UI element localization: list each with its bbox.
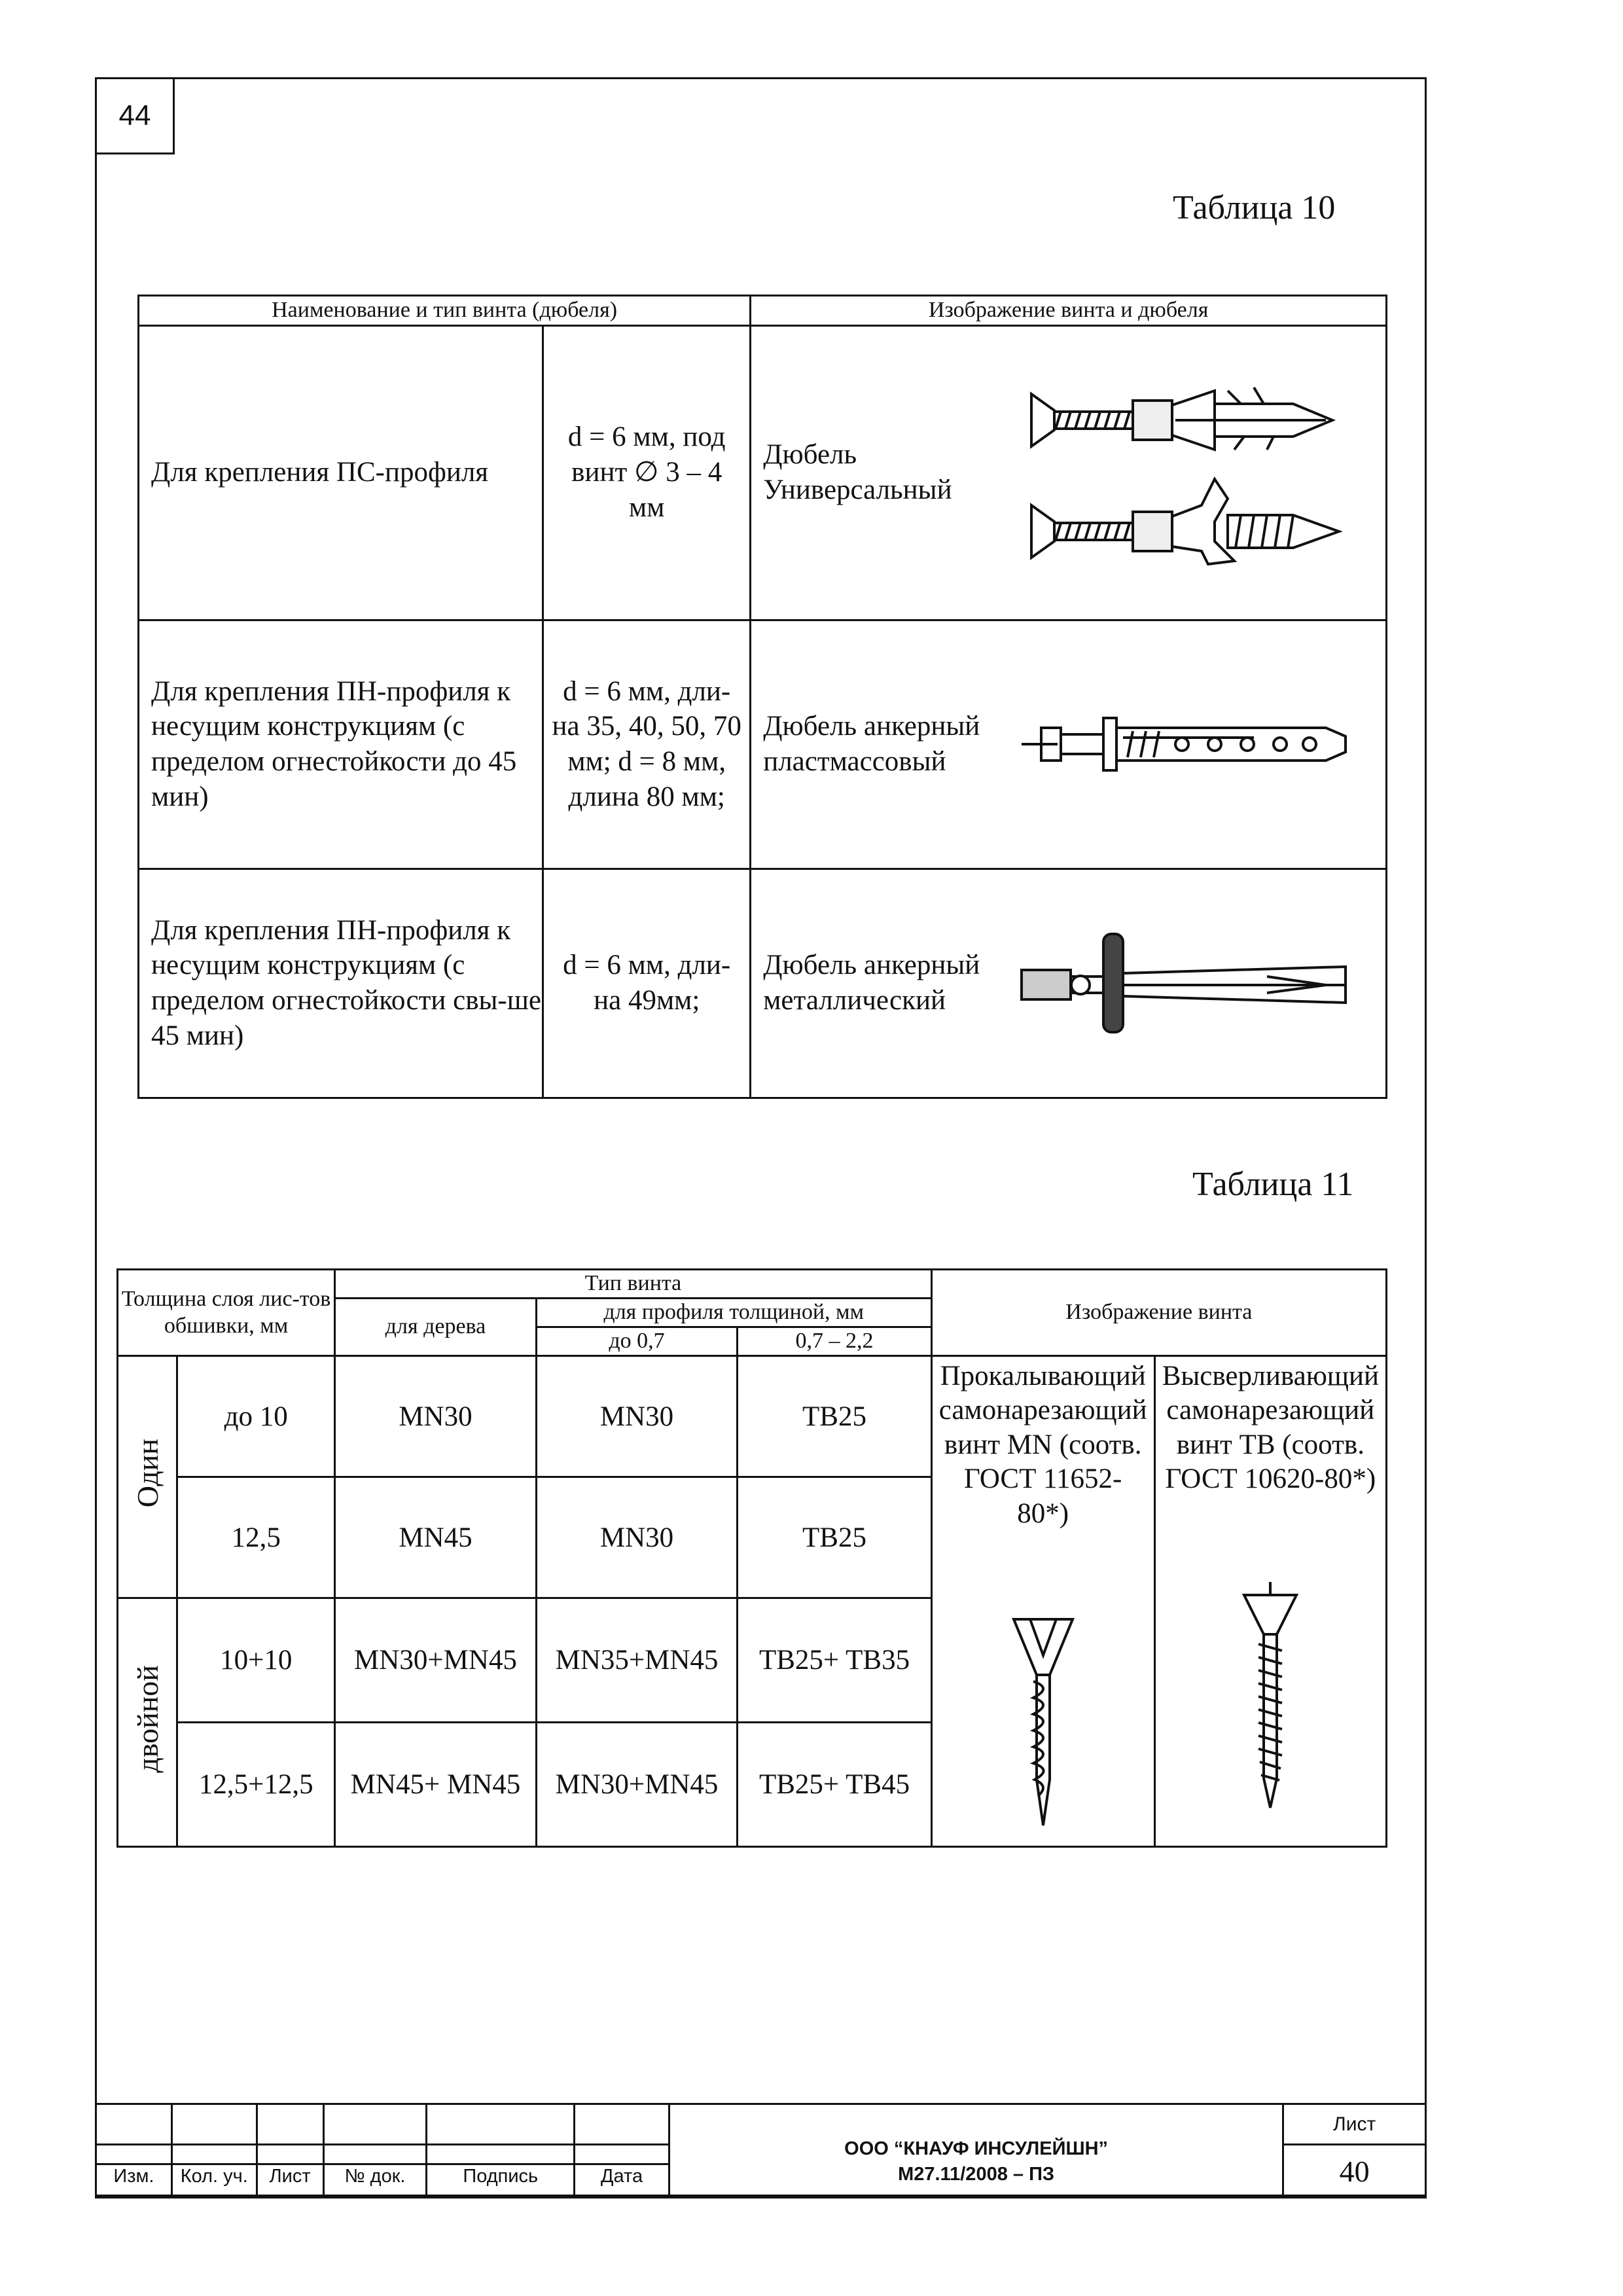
row-size: d = 6 мм, под винт ∅ 3 – 4 мм bbox=[543, 325, 751, 620]
row-size: d = 6 мм, дли-на 35, 40, 50, 70 мм; d = 8 мм, длина 80 мм; bbox=[543, 620, 751, 869]
cell-profile-thick: TB25 bbox=[738, 1356, 931, 1477]
plastic-anchor-dowel-icon bbox=[1018, 698, 1359, 790]
organization-block bbox=[669, 2104, 1283, 2198]
table-row bbox=[139, 325, 1387, 620]
cell-profile-thick: TB25 bbox=[738, 1477, 931, 1598]
cell-profile-thin: MN35+MN45 bbox=[536, 1598, 738, 1723]
metal-anchor-dowel-icon bbox=[1018, 927, 1359, 1039]
table11 bbox=[116, 1268, 1387, 1848]
title-block bbox=[95, 2103, 1427, 2198]
cell-wood: MN30+MN45 bbox=[335, 1598, 537, 1723]
row-dowel-name: Дюбель анкерный пластмассовый bbox=[763, 711, 980, 777]
stamp-label: Изм. bbox=[96, 2164, 172, 2198]
sheet-number: 40 bbox=[1283, 2145, 1426, 2198]
stamp-label: Дата bbox=[575, 2164, 669, 2198]
cell-profile-thin: MN30 bbox=[536, 1477, 738, 1598]
stamp-label: Кол. уч. bbox=[171, 2164, 257, 2198]
tb-screw-description: Высверливающий самонарезающий винт TB (соотв. ГОСТ 10620-80*) bbox=[1162, 1361, 1379, 1495]
header-profile-thin: до 0,7 bbox=[536, 1327, 738, 1356]
row-purpose: Для крепления ПН-профиля к несущим конструкциям (с пределом огнестойкости до 45 мин) bbox=[139, 620, 543, 869]
row-image-cell bbox=[751, 620, 1387, 869]
cell-wood: MN30 bbox=[335, 1356, 537, 1477]
sheet-label: Лист bbox=[1283, 2104, 1426, 2145]
table-row bbox=[118, 1356, 1387, 1477]
stamp-label: № док. bbox=[323, 2164, 427, 2198]
cell-thickness: до 10 bbox=[177, 1356, 335, 1477]
cell-profile-thick: TB25+ TB35 bbox=[738, 1598, 931, 1723]
table-row bbox=[139, 620, 1387, 869]
table11-caption: Таблица 11 bbox=[1192, 1166, 1354, 1203]
stamp-label: Лист bbox=[257, 2164, 323, 2198]
universal-dowel-icon bbox=[1018, 365, 1359, 581]
cell-profile-thick: TB25+ TB45 bbox=[738, 1723, 931, 1847]
page-number-box: 44 bbox=[95, 77, 175, 154]
row-image-cell bbox=[751, 869, 1387, 1098]
cell-wood: MN45 bbox=[335, 1477, 537, 1598]
cell-profile-thin: MN30 bbox=[536, 1356, 738, 1477]
cell-thickness: 12,5+12,5 bbox=[177, 1723, 335, 1847]
row-size: d = 6 мм, дли-на 49мм; bbox=[543, 869, 751, 1098]
tb-screw-cell bbox=[1154, 1356, 1386, 1847]
cell-profile-thin: MN30+MN45 bbox=[536, 1723, 738, 1847]
row-purpose: Для крепления ПС-профиля bbox=[139, 325, 543, 620]
document-code: М27.11/2008 – ПЗ bbox=[898, 2163, 1055, 2185]
table10-header-image: Изображение винта и дюбеля bbox=[751, 296, 1387, 326]
table10-header-name: Наименование и тип винта (дюбеля) bbox=[139, 296, 751, 326]
header-profile: для профиля толщиной, мм bbox=[536, 1299, 931, 1327]
header-image: Изображение винта bbox=[931, 1270, 1386, 1356]
header-wood: для дерева bbox=[335, 1299, 537, 1356]
group-single: Один bbox=[118, 1356, 177, 1598]
organization-name: ООО “КНАУФ ИНСУЛЕЙШН” bbox=[844, 2138, 1109, 2159]
tb-screw-icon bbox=[1162, 1582, 1379, 1811]
header-profile-thick: 0,7 – 2,2 bbox=[738, 1327, 931, 1356]
mn-screw-cell bbox=[931, 1356, 1154, 1847]
header-screw-type: Тип винта bbox=[335, 1270, 932, 1299]
row-dowel-name: Дюбель Универсальный bbox=[763, 439, 952, 505]
cell-wood: MN45+ MN45 bbox=[335, 1723, 537, 1847]
row-image-cell bbox=[751, 325, 1387, 620]
row-purpose: Для крепления ПН-профиля к несущим конструкциям (с пределом огнестойкости свы-ше 45 мин) bbox=[139, 869, 543, 1098]
table10 bbox=[137, 295, 1387, 1099]
group-double: двойной bbox=[118, 1598, 177, 1847]
row-dowel-name: Дюбель анкерный металлический bbox=[763, 950, 980, 1016]
table-row bbox=[139, 869, 1387, 1098]
mn-screw-icon bbox=[939, 1616, 1147, 1832]
cell-thickness: 10+10 bbox=[177, 1598, 335, 1723]
header-thickness: Толщина слоя лис-тов обшивки, мм bbox=[118, 1270, 335, 1356]
stamp-label: Подпись bbox=[427, 2164, 575, 2198]
table10-caption: Таблица 10 bbox=[1173, 189, 1336, 226]
cell-thickness: 12,5 bbox=[177, 1477, 335, 1598]
mn-screw-description: Прокалывающий самонарезающий винт MN (соотв. ГОСТ 11652-80*) bbox=[938, 1361, 1147, 1529]
